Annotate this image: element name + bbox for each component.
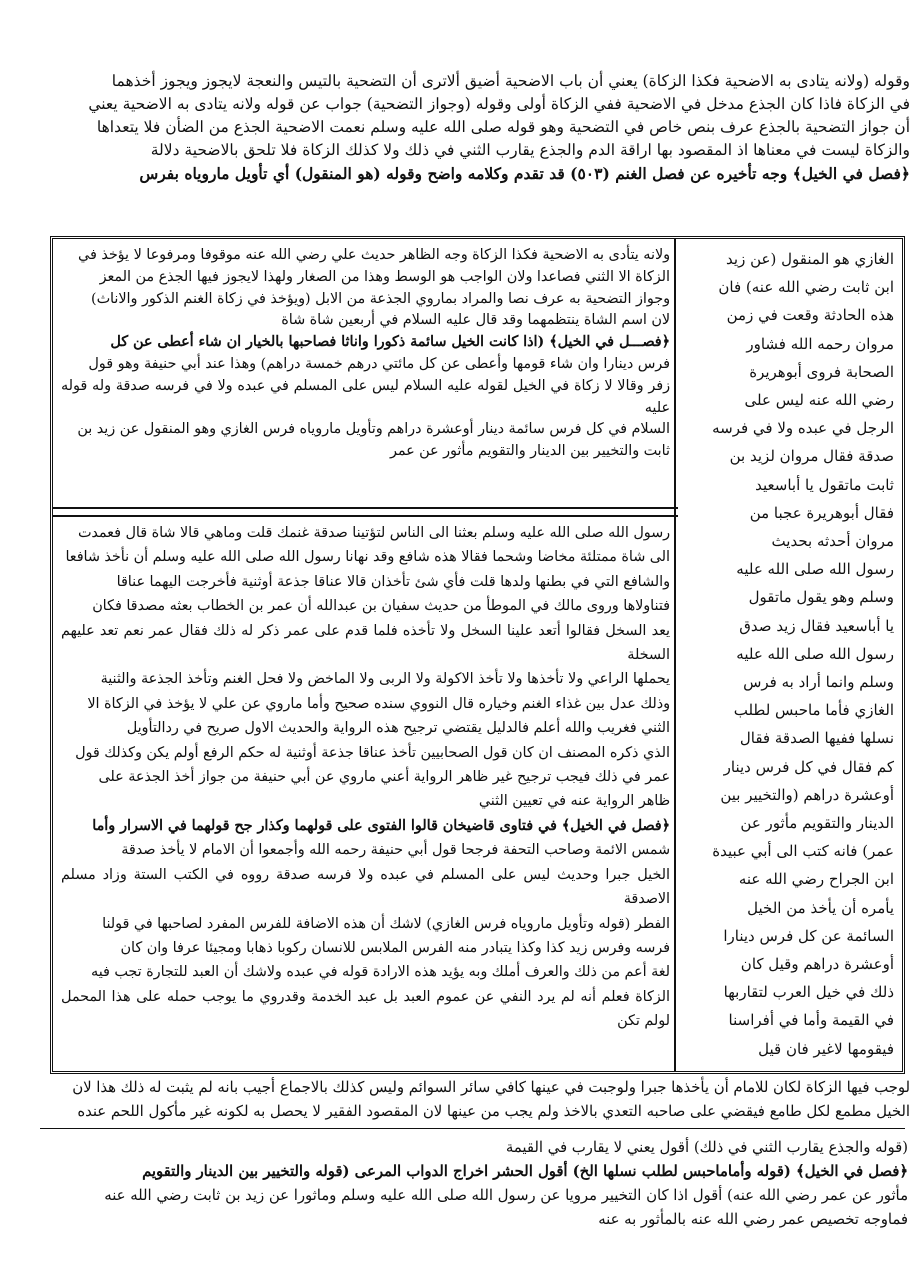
top-line-1: وقوله (ولانه يتادى به الاضحية فكذا الزكاة) يعني أن باب الاضحية أضيق ألاترى أن التضحية بالتيس والنعجة لايجوز ويجوز أخذهما xyxy=(111,72,910,90)
footnote-divider xyxy=(40,1128,905,1129)
side-line: رضي الله عنه ليس على xyxy=(744,391,894,410)
side-line: ابن ثابت رضي الله عنه) فان xyxy=(718,278,894,297)
side-line: نسلها ففيها الصدقة فقال xyxy=(739,729,894,748)
side-line: صدقة فقال مروان لزيد بن xyxy=(729,447,894,466)
side-line: عمر) فانه كتب الى أبي عبيدة xyxy=(712,842,894,861)
main-line: فرس دينارا وان شاء قومها وأعطى عن كل مائتي درهم خمسة دراهم) وهذا عند أبي حنيفة وهو قول xyxy=(88,355,670,372)
lower-line: الزكاة فعلم أنه لم يرد النفي عن عموم العبد بل عبد الخدمة وقدروي ما يوجب حمله على هذا المحمل لولم تكن xyxy=(61,988,670,1030)
lower-line: فرسه وفرس زيد كذا وكذا يتبادر منه الفرس الملابس للانسان ركوبا ذهابا ومجيئا عرفا وان كان xyxy=(120,939,670,956)
side-line: كم فقال في كل فرس دينار xyxy=(723,757,894,776)
lower-line: يعد السخل فقالوا أتعد علينا السخل ولا تأخذه فلما قدم على عمر ذكر له ذلك فقال عمر نعم تعد عليهم السخلة xyxy=(61,622,670,664)
main-line: زفر وقالا لا زكاة في الخيل لقوله عليه السلام ليس على المسلم في عبده ولا في فرسه صدقة وله قوله عليه xyxy=(61,377,670,416)
side-line: يأمره أن يأخذ من الخيل xyxy=(747,898,894,917)
side-line: ابن الجراح رضي الله عنه xyxy=(738,870,894,889)
lower-line: الثني فغريب والله أعلم فالدليل يقتضي ترجيح هذه الرواية والحديث الاول صريح في ردالتأويل xyxy=(126,720,670,737)
lower-commentary-block xyxy=(53,515,678,1071)
side-line: مروان أحدثه بحديث xyxy=(771,532,894,551)
main-line: لان اسم الشاة ينتظمهما وقد قال عليه السلام في أربعين شاة شاة xyxy=(281,312,670,329)
footnote-line: (قوله والجذع يقارب الثني في ذلك) أقول يعني لا يقارب في القيمة xyxy=(505,1139,908,1156)
side-line: مروان رحمه الله فشاور xyxy=(746,334,894,353)
lower-line: عمر في ذلك فيجب ترجيح غير ظاهر الرواية أعني ماروي عن أبي حنيفة من جواز أخذ الجذعة على xyxy=(98,769,670,786)
main-text-frame xyxy=(50,236,905,1074)
side-line: الدينار والتقويم مأثور عن xyxy=(740,814,894,833)
top-commentary-block xyxy=(38,70,910,236)
footnote-line: مأثور عن عمر رضي الله عنه) أقول اذا كان التخيير مرويا عن رسول الله صلى الله عليه وسلم وماثورا عن زيد بن ثابت رضي الله عنه xyxy=(104,1187,908,1204)
footnote-block xyxy=(40,1136,908,1256)
lower-line: الذي ذكره المصنف ان كان قول الصحابيين تأخذ عناقا جذعة أوثنية له حكم الرفع أولم يكن وكذلك قول xyxy=(75,744,670,761)
continuation-line: لوجب فيها الزكاة لكان للامام أن يأخذها جبرا ولوجبت في عينها كافي سائر السوائم وليس كذلك بالاجماع أجيب بانه لم يثبت له ذلك هذا لان xyxy=(72,1079,910,1096)
lower-line: الى شاة ممتلئة مخاضا وشحما فقالا هذه شافع وقد نهانا رسول الله صلى الله عليه وسلم أن نأخذ شافعا xyxy=(65,549,670,566)
main-line: الزكاة الا الثني فصاعدا ولان الواجب هو الوسط وهذا من الصغار ولهذا لايجوز فيها الجذع من المعز xyxy=(99,268,670,285)
continuation-line: الخيل مطمع لكل طامع فيقضي على صاحبه التعدي بالاخذ ولم يجب من عينها لان المقصود الفقير لا يحصل به لكونه غير مأكول اللحم عنده xyxy=(77,1103,910,1120)
main-text-block xyxy=(53,239,678,509)
top-line-5-section-heading: ﴿فصل في الخيل﴾ وجه تأخيره عن فصل الغنم (٥٠٣) قد تقدم وكلامه واضح وقوله (هو المنقول) أي تأويل ماروياه بفرس xyxy=(139,164,910,183)
side-line: الغازي فأما ماحبس لطلب xyxy=(733,701,894,720)
side-line: فيقومها لاغير فان قيل xyxy=(758,1039,894,1058)
side-line: رسول الله صلى الله عليه xyxy=(736,560,894,579)
main-line-section-heading: ﴿فصـــل في الخيل﴾ (اذا كانت الخيل سائمة ذكورا واناثا فصاحبها بالخيار ان شاء أعطى عن كل xyxy=(110,334,670,351)
side-line: ثابت ماتقول يا أباسعيد xyxy=(755,475,894,494)
side-line: السائمة عن كل فرس دينارا xyxy=(723,926,894,945)
side-line: وسلم وانما أراد به فرس xyxy=(743,673,894,692)
side-line: الغازي هو المنقول (عن زيد xyxy=(726,250,894,268)
main-line: ولانه يتأدى به الاضحية فكذا الزكاة وجه الظاهر حديث علي رضي الله عنه موقوفا ومرفوعا لا يؤخذ في xyxy=(78,247,670,263)
side-line: يا أباسعيد فقال زيد صدق xyxy=(739,616,894,635)
lower-line: والشافع التي في بطنها ولدها قلت فأي شئ تأخذان قالا عناقا جذعة أوثنية فأخرجت اليهما عناقا xyxy=(116,573,670,590)
footnote-line: فماوجه تخصيص عمر رضي الله عنه بالمأثور به عنه xyxy=(598,1211,908,1228)
side-line: في القيمة وأما في أفراسنا xyxy=(728,1011,894,1030)
lower-line: الفطر (قوله وتأويل ماروياه فرس الغازي) لاشك أن هذه الاضافة للفرس المفرد لصاحبها في قولنا xyxy=(102,915,670,932)
side-line: وسلم وهو يقول ماتقول xyxy=(748,588,894,607)
lower-line: وذلك عدل بين غذاء الغنم وخياره قال النووي سنده صحيح وأما ماروي عن علي لا يؤخذ في الزكاة الا xyxy=(87,695,670,712)
continuation-block xyxy=(40,1076,910,1126)
lower-line: ظاهر الرواية عنه في تعيين الثني xyxy=(478,793,670,810)
lower-line: شمس الائمة وصاحب التحفة فرجحا قول أبي حنيفة رحمه الله وأجمعوا أن الامام لا يأخذ صدقة xyxy=(121,842,670,859)
top-line-2: في الزكاة فاذا كان الجذع مدخل في الاضحية ففي الزكاة أولى وقوله (وجواز التضحية) جواب عن قوله ولانه يتادى به الاضحية يعني xyxy=(88,95,910,113)
side-line: أوعشرة دراهم وقيل كان xyxy=(740,955,894,974)
footnote-line-section-heading: ﴿فصل في الخيل﴾ (قوله وأماماحبس لطلب نسلها الخ) أقول الحشر اخراج الدواب المرعى (قوله والتخيير بين الدينار والتقويم xyxy=(142,1163,908,1180)
top-line-4: والزكاة ليست في معناها اذ المقصود بها اراقة الدم والجذع يقارب الثني في ذلك ولا كذلك الزكاة فلا تلحق بالاضحية دلالة xyxy=(150,141,910,159)
main-line: السلام في كل فرس سائمة دينار أوعشرة دراهم وتأويل ماروياه فرس الغازي وهو المنقول عن زيد بن xyxy=(77,421,670,438)
side-commentary-column xyxy=(674,239,902,1071)
main-line: وجواز التضحية به عرف نصا والمراد بماروي الجذعة من الابل (ويؤخذ في زكاة الغنم الذكور والاناث) xyxy=(91,290,670,307)
side-line: الصحابة فروى أبوهريرة xyxy=(749,362,894,381)
lower-line: الخيل جبرا وحديث ليس على المسلم في عبده ولا فرسه صدقة رووه في الكتب الستة وزاد مسلم الاصدقة xyxy=(61,866,670,908)
top-line-3: أن جواز التضحية بالجذع عرف بنص خاص في التضحية وهو قوله صلى الله عليه وسلم نعمت الاضحية الجذع من الضأن فلا يتعداها xyxy=(96,118,910,136)
lower-line-section-heading: ﴿فصل في الخيل﴾ في فتاوى قاضيخان قالوا الفتوى على قولهما وكذار جح قولهما في الاسرار وأما xyxy=(92,817,670,834)
side-line: أوعشرة دراهم (والتخيير بين xyxy=(720,785,894,804)
side-line: ذلك في خيل العرب لتقاربها xyxy=(723,983,894,1002)
side-line: فقال أبوهريرة عجبا من xyxy=(749,503,894,522)
side-line: الرجل في عبده ولا في فرسه xyxy=(712,419,894,438)
lower-line: رسول الله صلى الله عليه وسلم بعثنا الى الناس لتؤتينا صدقة غنمك قلت وماهي قالا شاة قال فعمدت xyxy=(77,525,670,541)
side-line: هذه الحادثة وقعت في زمن xyxy=(726,306,894,325)
lower-line: فتناولاها وروى مالك في الموطأ من حديث سفيان بن عبدالله أن عمر بن الخطاب بعثه مصدقا فكان xyxy=(92,598,670,615)
lower-line: يحملها الراعي ولا تأخذها ولا تأخذ الاكولة ولا الربى ولا الماخض ولا فحل الغنم وتأخذ الجذعة والثنية xyxy=(100,671,670,688)
side-line: رسول الله صلى الله عليه xyxy=(736,644,894,663)
main-line: ثابت والتخيير بين الدينار والتقويم مأثور عن عمر xyxy=(389,443,670,460)
lower-line: لغة أعم من ذلك والعرف أملك وبه يؤيد هذه الارادة قوله في عبده ولاشك أن العبد للتجارة تجب فيه xyxy=(91,964,670,981)
